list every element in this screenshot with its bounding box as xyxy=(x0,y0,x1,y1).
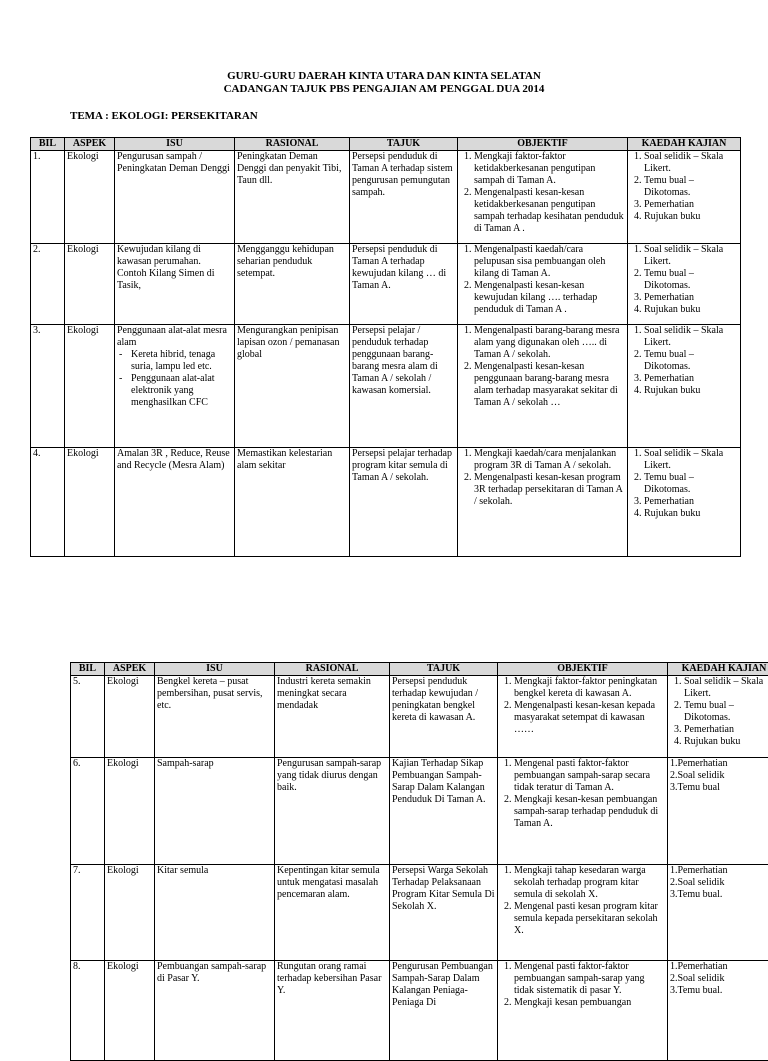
table-row xyxy=(71,961,768,1061)
isu-cell: Bengkel kereta – pusat pembersihan, pusat servis, etc. xyxy=(155,676,275,758)
objektif-item: 2. Mengenalpasti kesan-kesan program 3R terhadap persekitaran di Taman A / sekolah. xyxy=(474,472,625,508)
kaedah-item: 1. Soal selidik – Skala Likert. xyxy=(644,151,738,175)
isu-cell xyxy=(115,325,235,448)
aspek-cell: Ekologi xyxy=(105,676,155,758)
objektif-item: 1. Mengkaji faktor-faktor ketidakberkesanan pengutipan sampah di Taman A. xyxy=(474,151,625,187)
objektif-cell xyxy=(498,865,668,961)
objektif-item: 2. Mengenalpasti kesan-kesan kewujudan kilang …. terhadap penduduk di Taman A . xyxy=(474,280,625,316)
objektif-item: 2. Mengkaji kesan pembuangan xyxy=(514,997,665,1009)
kaedah-cell xyxy=(628,325,741,448)
aspek-cell: Ekologi xyxy=(105,961,155,1061)
tajuk-cell: Kajian Terhadap Sikap Pembuangan Sampah-Sarap Dalam Kalangan Penduduk Di Taman A. xyxy=(390,758,498,865)
kaedah-item: 2.Soal selidik xyxy=(670,973,768,985)
kaedah-item: 3. Pemerhatian xyxy=(644,292,738,304)
objektif-item: 2. Mengenalpasti kesan-kesan penggunaan barang-barang mesra alam terhadap masyarakat sekitar di Taman A / sekolah … xyxy=(474,361,625,409)
kaedah-cell xyxy=(668,758,768,865)
tajuk-cell: Persepsi pelajar terhadap program kitar semula di Taman A / sekolah. xyxy=(350,448,458,557)
objektif-item: 1. Mengenal pasti faktor-faktor pembuangan sampah-sarap yang tidak sistematik di pasar Y. xyxy=(514,961,665,997)
bil-cell: 7. xyxy=(71,865,105,961)
kaedah-cell xyxy=(628,448,741,557)
table-row xyxy=(31,244,741,325)
col-header-rasional: RASIONAL xyxy=(275,663,390,676)
kaedah-cell xyxy=(668,865,768,961)
table-row xyxy=(71,758,768,865)
col-header-isu: ISU xyxy=(155,663,275,676)
kaedah-item: 3.Temu bual. xyxy=(670,889,768,901)
kaedah-item: 4. Rujukan buku xyxy=(644,508,738,520)
document-title: GURU-GURU DAERAH KINTA UTARA DAN KINTA SELATAN xyxy=(0,70,768,82)
kaedah-item: 1. Soal selidik – Skala Likert. xyxy=(684,676,768,700)
isu-cell: Kitar semula xyxy=(155,865,275,961)
objektif-cell xyxy=(458,448,628,557)
aspek-cell: Ekologi xyxy=(65,325,115,448)
kaedah-cell xyxy=(628,151,741,244)
objektif-item: 2. Mengkaji kesan-kesan pembuangan sampah-sarap terhadap penduduk di Taman A. xyxy=(514,794,665,830)
aspek-cell: Ekologi xyxy=(105,865,155,961)
kaedah-item: 3.Temu bual xyxy=(670,782,768,794)
col-header-tajuk: TAJUK xyxy=(390,663,498,676)
isu-subitem: - Kereta hibrid, tenaga suria, lampu led etc. xyxy=(131,349,232,373)
isu-text: Penggunaan alat-alat mesra alam xyxy=(117,325,232,349)
col-header-kaedah: KAEDAH KAJIAN xyxy=(628,138,741,151)
bil-cell: 1. xyxy=(31,151,65,244)
col-header-rasional: RASIONAL xyxy=(235,138,350,151)
bil-cell: 2. xyxy=(31,244,65,325)
col-header-aspek: ASPEK xyxy=(105,663,155,676)
objektif-item: 1. Mengenalpasti kaedah/cara pelupusan sisa pembuangan oleh kilang di Taman A. xyxy=(474,244,625,280)
tajuk-cell: Pengurusan Pembuangan Sampah-Sarap Dalam Kalangan Peniaga-Peniaga Di xyxy=(390,961,498,1061)
document-subtitle: CADANGAN TAJUK PBS PENGAJIAN AM PENGGAL DUA 2014 xyxy=(0,83,768,95)
col-header-bil: BIL xyxy=(31,138,65,151)
kaedah-item: 3. Pemerhatian xyxy=(684,724,768,736)
aspek-cell: Ekologi xyxy=(65,151,115,244)
kaedah-item: 3. Pemerhatian xyxy=(644,373,738,385)
rasional-cell: Mengurangkan penipisan lapisan ozon / pemanasan global xyxy=(235,325,350,448)
kaedah-item: 2. Temu bual – Dikotomas. xyxy=(644,175,738,199)
kaedah-item: 2. Temu bual – Dikotomas. xyxy=(644,472,738,496)
tajuk-cell: Persepsi penduduk terhadap kewujudan / peningkatan bengkel kereta di kawasan A. xyxy=(390,676,498,758)
kaedah-item: 4. Rujukan buku xyxy=(644,304,738,316)
col-header-tajuk: TAJUK xyxy=(350,138,458,151)
objektif-cell xyxy=(498,758,668,865)
tajuk-cell: Persepsi penduduk di Taman A terhadap sistem pengurusan pemungutan sampah. xyxy=(350,151,458,244)
bil-cell: 6. xyxy=(71,758,105,865)
kaedah-item: 2. Temu bual – Dikotomas. xyxy=(644,268,738,292)
proposal-table-2 xyxy=(70,662,768,1061)
objektif-cell xyxy=(498,676,668,758)
col-header-aspek: ASPEK xyxy=(65,138,115,151)
kaedah-item: 1. Soal selidik – Skala Likert. xyxy=(644,244,738,268)
kaedah-item: 4. Rujukan buku xyxy=(644,211,738,223)
kaedah-item: 1.Pemerhatian xyxy=(670,758,768,770)
col-header-objektif: OBJEKTIF xyxy=(458,138,628,151)
kaedah-cell xyxy=(668,961,768,1061)
objektif-cell xyxy=(498,961,668,1061)
tajuk-cell: Persepsi Warga Sekolah Terhadap Pelaksanaan Program Kitar Semula Di Sekolah X. xyxy=(390,865,498,961)
objektif-item: 2. Mengenalpasti kesan-kesan kepada masyarakat setempat di kawasan …… xyxy=(514,700,665,736)
proposal-table-1 xyxy=(30,137,741,557)
col-header-kaedah: KAEDAH KAJIAN xyxy=(668,663,768,676)
objektif-cell xyxy=(458,325,628,448)
isu-cell: Sampah-sarap xyxy=(155,758,275,865)
rasional-cell: Memastikan kelestarian alam sekitar xyxy=(235,448,350,557)
objektif-item: 1. Mengkaji kaedah/cara menjalankan program 3R di Taman A / sekolah. xyxy=(474,448,625,472)
kaedah-item: 3. Pemerhatian xyxy=(644,496,738,508)
kaedah-cell xyxy=(668,676,768,758)
objektif-cell xyxy=(458,244,628,325)
bil-cell: 3. xyxy=(31,325,65,448)
objektif-item: 1. Mengkaji tahap kesedaran warga sekolah terhadap program kitar semula di sekolah X. xyxy=(514,865,665,901)
rasional-cell: Industri kereta semakin meningkat secara mendadak xyxy=(275,676,390,758)
kaedah-item: 2.Soal selidik xyxy=(670,770,768,782)
kaedah-item: 1.Pemerhatian xyxy=(670,961,768,973)
kaedah-item: 3. Pemerhatian xyxy=(644,199,738,211)
table-row xyxy=(71,865,768,961)
rasional-cell: Rungutan orang ramai terhadap kebersihan Pasar Y. xyxy=(275,961,390,1061)
kaedah-item: 1.Pemerhatian xyxy=(670,865,768,877)
rasional-cell: Pengurusan sampah-sarap yang tidak diurus dengan baik. xyxy=(275,758,390,865)
kaedah-item: 2.Soal selidik xyxy=(670,877,768,889)
kaedah-item: 4. Rujukan buku xyxy=(644,385,738,397)
kaedah-item: 4. Rujukan buku xyxy=(684,736,768,748)
isu-cell: Pembuangan sampah-sarap di Pasar Y. xyxy=(155,961,275,1061)
table-row xyxy=(31,448,741,557)
table-header-row xyxy=(31,138,741,151)
rasional-cell: Mengganggu kehidupan seharian penduduk setempat. xyxy=(235,244,350,325)
aspek-cell: Ekologi xyxy=(105,758,155,865)
theme-label: TEMA : EKOLOGI: PERSEKITARAN xyxy=(70,110,258,122)
kaedah-item: 2. Temu bual – Dikotomas. xyxy=(644,349,738,373)
table-row xyxy=(71,676,768,758)
kaedah-item: 1. Soal selidik – Skala Likert. xyxy=(644,325,738,349)
table-row xyxy=(31,325,741,448)
col-header-objektif: OBJEKTIF xyxy=(498,663,668,676)
isu-cell: Kewujudan kilang di kawasan perumahan. Contoh Kilang Simen di Tasik, xyxy=(115,244,235,325)
rasional-cell: Kepentingan kitar semula untuk mengatasi masalah pencemaran alam. xyxy=(275,865,390,961)
isu-cell: Amalan 3R , Reduce, Reuse and Recycle (Mesra Alam) xyxy=(115,448,235,557)
col-header-bil: BIL xyxy=(71,663,105,676)
objektif-item: 1. Mengenalpasti barang-barang mesra alam yang digunakan oleh ….. di Taman A / sekolah. xyxy=(474,325,625,361)
bil-cell: 5. xyxy=(71,676,105,758)
rasional-cell: Peningkatan Deman Denggi dan penyakit Tibi, Taun dll. xyxy=(235,151,350,244)
aspek-cell: Ekologi xyxy=(65,244,115,325)
kaedah-item: 1. Soal selidik – Skala Likert. xyxy=(644,448,738,472)
table-row xyxy=(31,151,741,244)
tajuk-cell: Persepsi pelajar / penduduk terhadap penggunaan barang-barang mesra alam di Taman A / sekolah / kawasan komersial. xyxy=(350,325,458,448)
objektif-item: 1. Mengkaji faktor-faktor peningkatan bengkel kereta di kawasan A. xyxy=(514,676,665,700)
aspek-cell: Ekologi xyxy=(65,448,115,557)
objektif-item: 2. Mengenalpasti kesan-kesan ketidakberkesanan pengutipan sampah terhadap kesihatan penduduk di Taman A . xyxy=(474,187,625,235)
isu-subitem: - Penggunaan alat-alat elektronik yang menghasilkan CFC xyxy=(131,373,232,409)
bil-cell: 4. xyxy=(31,448,65,557)
kaedah-item: 3.Temu bual. xyxy=(670,985,768,997)
objektif-item: 2. Mengenal pasti kesan program kitar semula kepada persekitaran sekolah X. xyxy=(514,901,665,937)
tajuk-cell: Persepsi penduduk di Taman A terhadap kewujudan kilang … di Taman A. xyxy=(350,244,458,325)
objektif-cell xyxy=(458,151,628,244)
col-header-isu: ISU xyxy=(115,138,235,151)
table-header-row xyxy=(71,663,768,676)
isu-cell: Pengurusan sampah / Peningkatan Deman Denggi xyxy=(115,151,235,244)
kaedah-cell xyxy=(628,244,741,325)
bil-cell: 8. xyxy=(71,961,105,1061)
objektif-item: 1. Mengenal pasti faktor-faktor pembuangan sampah-sarap secara tidak teratur di Taman A. xyxy=(514,758,665,794)
kaedah-item: 2. Temu bual – Dikotomas. xyxy=(684,700,768,724)
